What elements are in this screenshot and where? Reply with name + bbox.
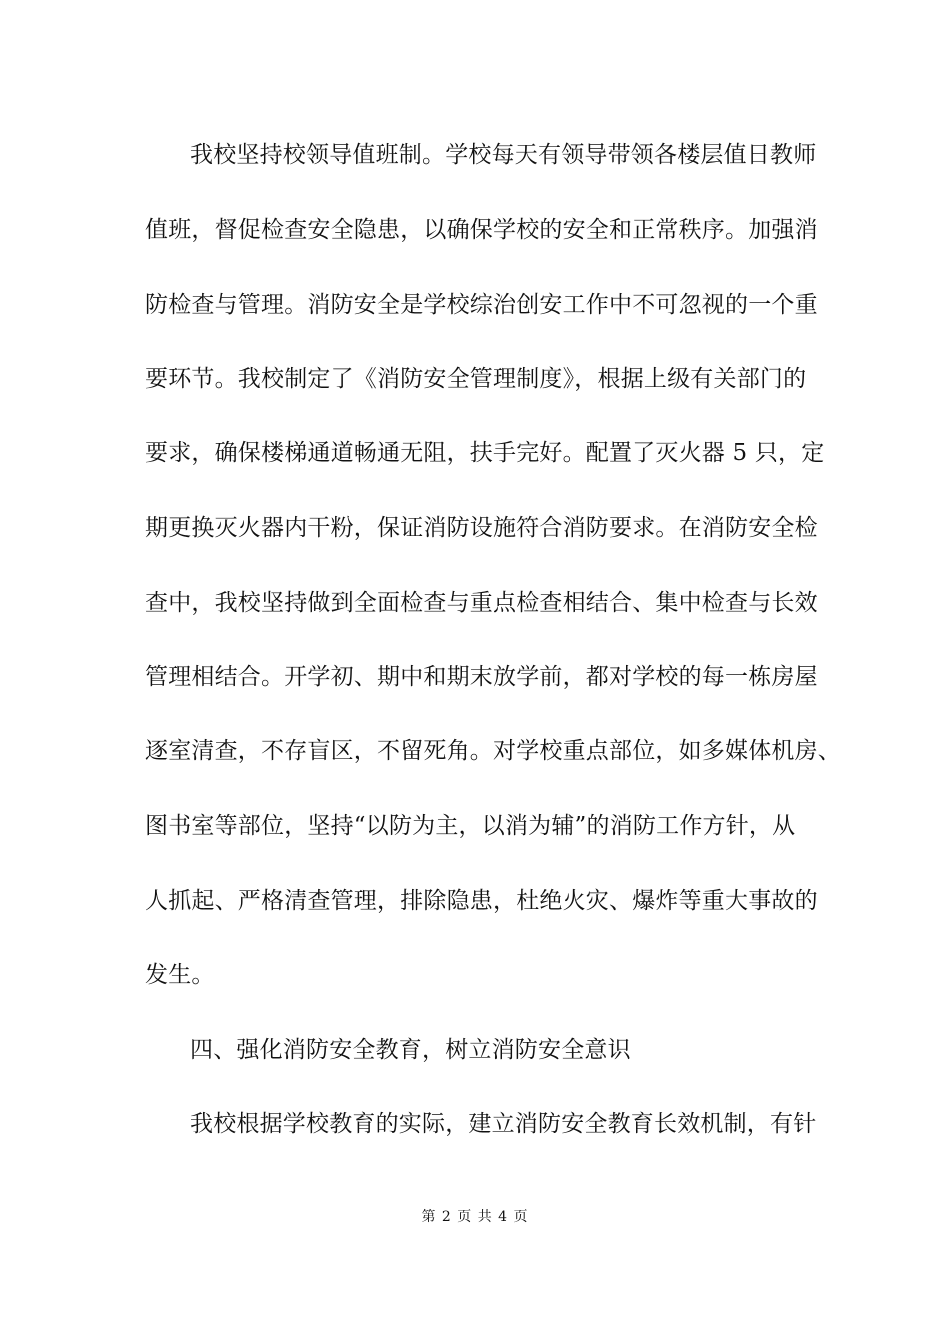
paragraph-line: 逐室清查，不存盲区，不留死角。对学校重点部位，如多媒体机房、 [145, 738, 841, 764]
paragraph-line: 图书室等部位，坚持“以防为主，以消为辅”的消防工作方针，从 [145, 813, 796, 839]
paragraph-line: 人抓起、严格清查管理，排除隐患，杜绝火灾、爆炸等重大事故的 [145, 888, 818, 914]
paragraph-line: 我校根据学校教育的实际，建立消防安全教育长效机制，有针 [190, 1111, 817, 1137]
paragraph-line: 值班，督促检查安全隐患，以确保学校的安全和正常秩序。加强消 [145, 217, 818, 243]
paragraph-line: 要环节。我校制定了《消防安全管理制度》，根据上级有关部门的 [145, 366, 807, 392]
paragraph-line: 管理相结合。开学初、期中和期末放学前，都对学校的每一栋房屋 [145, 664, 818, 690]
paragraph-line: 发生。 [145, 962, 215, 988]
paragraph-line: 防检查与管理。消防安全是学校综治创安工作中不可忽视的一个重 [145, 292, 818, 318]
paragraph-line: 我校坚持校领导值班制。学校每天有领导带领各楼层值日教师 [190, 142, 817, 168]
paragraph-line: 查中，我校坚持做到全面检查与重点检查相结合、集中检查与长效 [145, 590, 818, 616]
page-number-footer: 第 2 页 共 4 页 [421, 1209, 529, 1225]
paragraph-line: 要求，确保楼梯通道畅通无阻，扶手完好。配置了灭火器 5 只，定 [145, 440, 825, 466]
paragraph-line: 期更换灭火器内干粉，保证消防设施符合消防要求。在消防安全检 [145, 515, 818, 541]
section-heading: 四、强化消防安全教育，树立消防安全意识 [190, 1037, 631, 1063]
